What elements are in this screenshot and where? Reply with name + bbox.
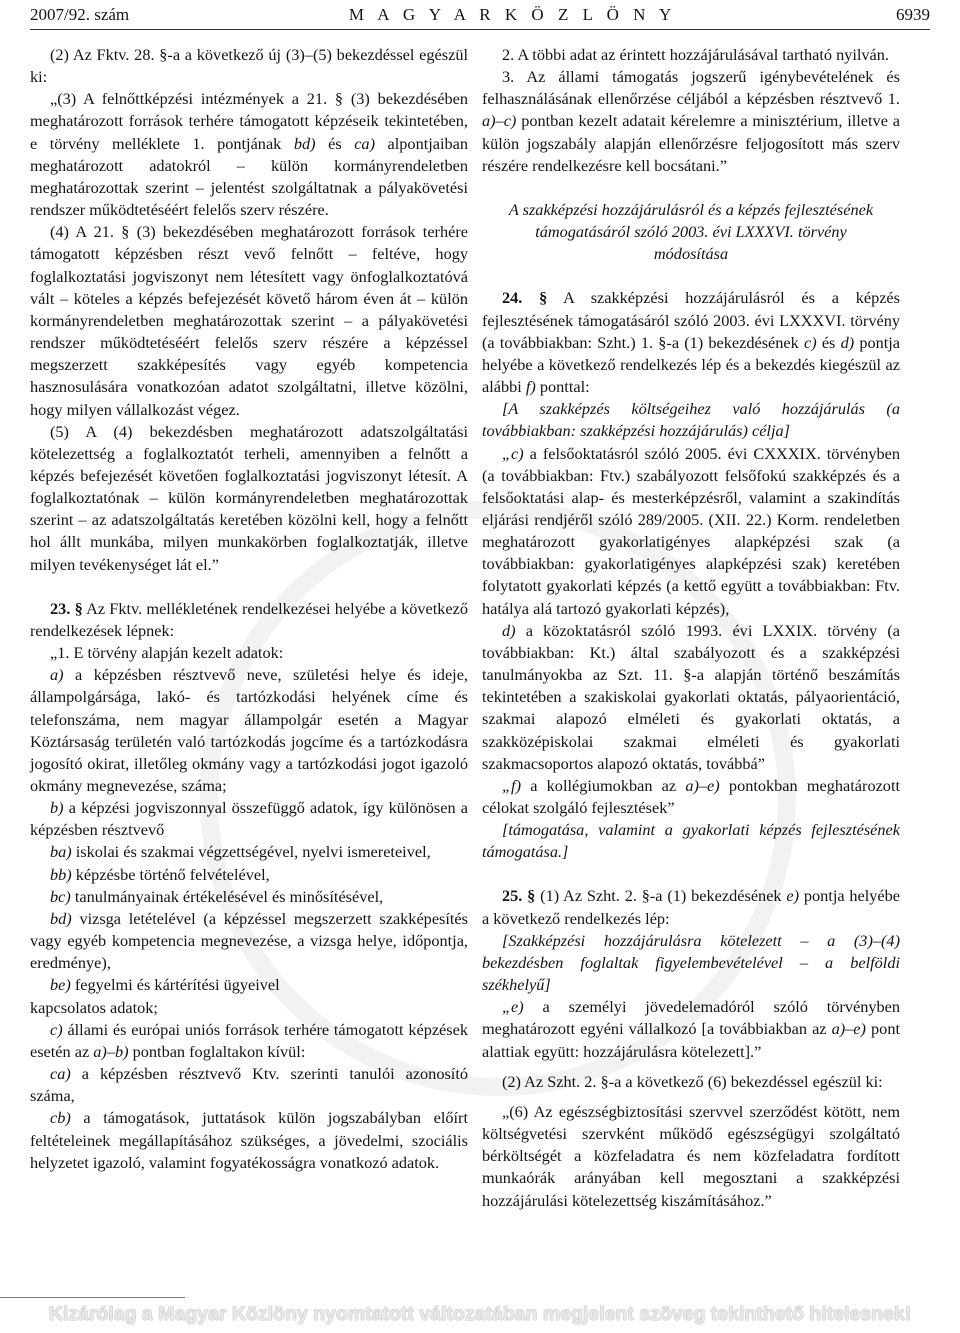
footer-rule <box>0 1297 185 1298</box>
list-item <box>30 664 468 797</box>
text: a felsőoktatásról szóló 2005. évi CXXXIX. törvényben (a továbbiakban: Ftv.) szabályozott felsőfokú szakképzés és a felsőoktatási alap- és mesterképzésről, valamint a szakindítás eljárási rendjéről szóló 289/2005. (XII. 22.) Korm. rendeletben meghatározott gyakorlatigényes alapképzési szak (a továbbiakban: gyakorlatigényes alapképzési szak) keretében folytatott gyakorlati képzés (a kettő együtt a továbbiakban: Ftv. hatálya alá tartozó gyakorlati képzés), <box>482 443 900 618</box>
text: a képzési jogviszonnyal összefüggő adatok, így különösen a képzésben résztvevő <box>30 798 468 840</box>
text: fegyelmi és kártérítési ügyeivel <box>70 975 280 995</box>
list-item <box>482 443 900 620</box>
section-heading <box>482 199 900 265</box>
list-item <box>30 1063 468 1107</box>
section-number: 23. § <box>50 598 83 618</box>
ref: c) <box>803 332 817 352</box>
authenticity-notice: Kizárólag a Magyar Közlöny nyomtatott változatában megjelent szöveg tekinthető hitelesnek! <box>48 1303 912 1325</box>
label: b) <box>50 798 64 818</box>
paragraph: [támogatása, valamint a gyakorlati képzés fejlesztésének támogatása.] <box>482 820 900 862</box>
ref: e) <box>786 886 800 906</box>
label: bd) <box>50 908 72 928</box>
label: d) <box>502 620 516 640</box>
paragraph: [A szakképzés költségeihez való hozzájárulás (a továbbiakban: szakképzési hozzájárulás) célja] <box>482 399 900 441</box>
text: Az Fktv. mellékletének rendelkezései helyébe a következő rendelkezések lépnek: <box>30 598 468 640</box>
paragraph: (2) Az Fktv. 28. §-a a következő új (3)–(5) bekezdéssel egészül ki: <box>30 45 468 87</box>
list-item <box>30 886 468 908</box>
list-item <box>30 797 468 841</box>
paragraph <box>482 66 900 177</box>
text: tanulmányainak értékelésével és minősítésével, <box>70 886 384 906</box>
label: be) <box>50 975 71 995</box>
journal-title: M A G Y A R K Ö Z L Ö N Y <box>348 5 677 24</box>
header-rule <box>30 29 930 30</box>
text: a képzésben résztvevő neve, születési helye és ideje, állampolgársága, lakó- és tartózkodási helyének címe és telefonszáma, nem magyar állampolgár esetén a Magyar Köztársaság területén való tartózkodás jogcíme és a tartózkodásra jogosító okirat, illetőleg okmány vagy a tartózkodási jogot igazoló okmány megnevezése, száma; <box>30 665 468 795</box>
issue-number: 2007/92. szám <box>30 5 130 24</box>
paragraph: kapcsolatos adatok; <box>30 997 158 1017</box>
right-column <box>482 44 900 1212</box>
list-item <box>30 841 468 863</box>
ref: bd) <box>293 133 316 153</box>
label: „c) <box>502 443 524 463</box>
label: ca) <box>50 1064 71 1084</box>
list-item <box>482 620 900 775</box>
paragraph: [Szakképzési hozzájárulásra kötelezett – a (3)–(4) bekezdésben foglaltak figyelembevételével – a belföldi székhelyű] <box>482 930 900 995</box>
label: c) <box>50 1019 63 1039</box>
paragraph: „1. E törvény alapján kezelt adatok: <box>50 643 284 663</box>
text: A szakképzési hozzájárulásról és a képzés fejlesztésének támogatásáról szóló 2003. évi LXXXVI. törvény (a továbbiakban: Szht.) 1. §-a (1) bekezdésének <box>482 288 900 352</box>
ref: a)–e) <box>831 1019 866 1039</box>
list-item <box>30 864 468 886</box>
text: a kollégiumokban az <box>521 775 686 795</box>
ref: a)–c) <box>482 111 517 131</box>
section-number: 24. § <box>502 288 548 308</box>
list-item <box>482 996 900 1062</box>
label: cb) <box>50 1108 71 1128</box>
list-item <box>30 974 468 996</box>
text: pontja helyébe a következő rendelkezés lép: <box>482 886 901 928</box>
label: a) <box>50 665 64 685</box>
label: „e) <box>502 997 524 1017</box>
paragraph: (5) A (4) bekezdésben meghatározott adatszolgáltatási kötelezettség a foglalkoztatót terheli, amennyiben a felnőtt a képzés befejezését követően foglalkoztatási jogviszonyt létesít. A foglalkoztatónak – külön kormányrendeletben meghatározottak szerint – az adatszolgáltatás keretében közölni kell, hogy a felnőtt hol állt munkába, milyen munkakörben foglalkoztatják, illetve milyen tevékenységet lát el.” <box>30 421 468 574</box>
text: iskolai és szakmai végzettségével, nyelvi ismereteivel, <box>71 842 431 862</box>
label: ba) <box>50 842 72 862</box>
text: (1) Az Szht. 2. §-a (1) bekezdésének <box>535 886 787 906</box>
section-24 <box>482 287 900 398</box>
section-23 <box>30 598 468 642</box>
heading-line: módosítása <box>653 244 729 264</box>
text: pontban foglaltakon kívül: <box>128 1041 306 1061</box>
ref: ca) <box>354 133 375 153</box>
text: a támogatások, juttatások külön jogszabályban előírt feltételeinek megállapításához szükséges, a jövedelmi, szociális helyzetet igazoló, valamint fogyatékosságra vonatkozó adatok. <box>30 1108 468 1172</box>
paragraph: (2) Az Szht. 2. §-a a következő (6) bekezdéssel egészül ki: <box>502 1071 883 1091</box>
paragraph: „(6) Az egészségbiztosítási szervvel szerződést kötött, nem költségvetési szervként működő egészségügyi szolgáltató bérköltségét a közfeladatra és nem közfeladatra fordított munkaórák arányában kell megosztani a szakképzési hozzájárulási kötelezettség kiszámításához.” <box>482 1101 900 1210</box>
ref: a)–b) <box>93 1041 129 1061</box>
text: alpontjaiban meghatározott adatokról – külön kormányrendeletben meghatározottak szerint – jelentést szolgáltatnak a pályakövetési rendszer működtetéséért felelős szerv részére. <box>30 133 469 220</box>
text: pontokban meghatározott célokat szolgáló fejlesztések” <box>482 775 900 817</box>
text: állami és európai uniós források terhére támogatott képzések esetén az <box>30 1019 468 1061</box>
text: 3. Az állami támogatás jogszerű igénybevételének és felhasználásának ellenőrzése céljából a képzésben résztvevő 1. <box>482 67 900 109</box>
list-item <box>30 908 468 974</box>
page-number: 6939 <box>895 5 930 24</box>
section-number: 25. § <box>502 886 536 906</box>
heading-line: támogatásáról szóló 2003. évi LXXXVI. törvény <box>535 222 847 242</box>
label: bb) <box>50 864 72 884</box>
text: pont alattiak együtt: hozzájárulásra kötelezett].” <box>482 1019 900 1061</box>
paragraph: 2. A többi adat az érintett hozzájárulásával tartható nyilván. <box>502 45 889 64</box>
label: „f) <box>502 775 522 795</box>
paragraph: (4) A 21. § (3) bekezdésében meghatározott források terhére támogatott képzésben részt vevő felnőtt – feltéve, hogy foglalkoztatási jogviszonyt nem létesített vagy önfoglalkoztatóvá vált – köteles a képzés befejezését követő három éven át – külön kormányrendeletben meghatározottak szerint – a pályakövetési rendszer működtetéséért felelős szerv részére a képzéssel megszerzett szakképesítés vagy egyéb kompetencia hasznosulására vonatkozóan adatot szolgáltatni, illetve közölni, hogy milyen vállalkozást végez. <box>30 222 468 419</box>
text: „(3) A felnőttképzési intézmények a 21. § (3) bekezdésében meghatározott források terhére támogatott képzéseik tekintetében, e törvény melléklete 1. pontjának <box>30 89 468 153</box>
heading-line: A szakképzési hozzájárulásról és a képzés fejlesztésének <box>508 199 874 219</box>
ref: d) <box>840 332 855 352</box>
text: a személyi jövedelemadóról szóló törvényben meghatározott egyéni vállalkozó [a továbbiakban az <box>482 997 900 1039</box>
section-25 <box>482 885 900 929</box>
text: a képzésben résztvevő Ktv. szerinti tanulói azonosító száma, <box>30 1064 468 1106</box>
text: pontja helyébe a következő rendelkezés lép és a bekezdés kiegészül az alábbi <box>482 332 901 397</box>
paragraph <box>30 88 468 221</box>
ref: f) <box>525 377 536 397</box>
left-column <box>30 44 468 1174</box>
text: a közoktatásról szóló 1993. évi LXXIX. törvény (a továbbiakban: Kt.) által szabályozott és a szakképzési tanulmányokba az Szt. 11. §-a alapján történő beszámítás tekintetében a szakiskolai gyakorlati oktatás, pályaorientáció, szakmai alapozó elméleti és gyakorlati oktatás, a szakközépiskolai szakmai elméleti és gyakorlati szakmacsoportos alapozó oktatás, továbbá” <box>482 620 900 773</box>
text: képzésbe történő felvételével, <box>71 864 270 884</box>
label: bc) <box>50 886 71 906</box>
text: ponttal: <box>535 377 590 397</box>
list-item <box>30 1107 468 1173</box>
text: vizsga letételével (a képzéssel megszerzett szakképesítés vagy egyéb kompetencia megnevezése, a vizsga helye, időpontja, eredménye), <box>30 908 468 973</box>
ref: a)–e) <box>685 775 720 795</box>
list-item <box>30 1019 468 1063</box>
text: és <box>315 133 355 153</box>
text: pontban kezelt adatait kérelemre a minisztérium, illetve a külön jogszabály alapján ellenőrzésre feljogosított más szerv részére rendelkezésre kell bocsátani.” <box>482 111 900 175</box>
list-item <box>482 775 900 819</box>
page-header <box>30 2 930 28</box>
text: és <box>816 332 841 352</box>
